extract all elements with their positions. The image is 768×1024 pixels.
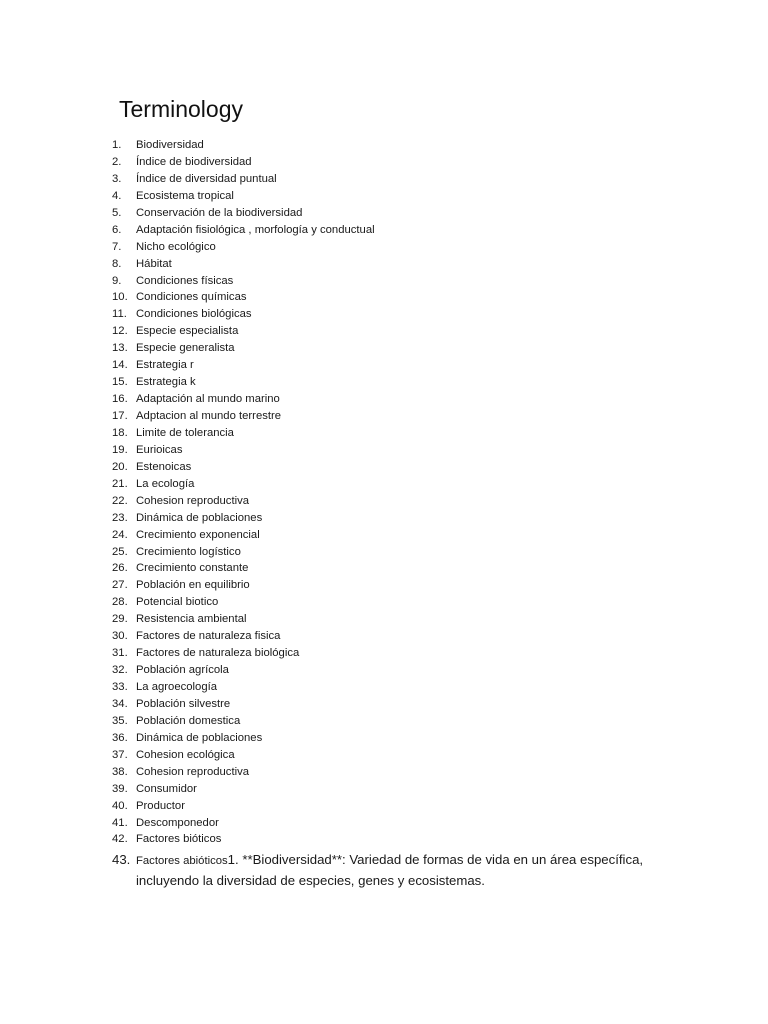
list-item-text: Ecosistema tropical: [136, 189, 234, 202]
list-item: [0, 188, 768, 205]
list-item: [0, 408, 768, 425]
list-item-number: 15.: [112, 376, 128, 389]
list-item-text: Resistencia ambiental: [136, 613, 247, 626]
list-item-number: 23.: [112, 511, 128, 524]
list-item: [0, 662, 768, 679]
list-item-number: 35.: [112, 714, 128, 727]
biodiversidad-definition-line-2: incluyendo la diversidad de especies, genes y ecosistemas.: [136, 873, 485, 888]
list-item-text: Condiciones químicas: [136, 291, 247, 304]
factores-abioticos-term: Factores abióticos: [136, 855, 228, 867]
list-item-text: Biodiversidad: [136, 139, 204, 151]
list-item-text: [136, 850, 696, 890]
list-item-number: 22.: [112, 494, 128, 507]
list-item-number: 18.: [112, 426, 128, 439]
list-item-number: 9.: [112, 274, 122, 287]
list-item: [0, 747, 768, 764]
list-item: [0, 171, 768, 188]
list-item-number: 21.: [112, 477, 128, 490]
list-item-text: Cohesion ecológica: [136, 748, 235, 761]
list-item-number: 33.: [112, 681, 128, 693]
list-item: [0, 340, 768, 357]
list-item-number: 37.: [112, 748, 128, 761]
list-item: [0, 306, 768, 323]
list-item-number: 16.: [112, 393, 128, 406]
list-item-number: 5.: [112, 206, 122, 219]
list-item-text: Cohesion reproductiva: [136, 765, 250, 778]
list-item-text: Eurioicas: [136, 443, 183, 456]
list-item-text: Estrategia k: [136, 376, 196, 389]
list-item: [0, 713, 768, 730]
list-item-number: 2.: [112, 155, 122, 168]
list-item-number: 29.: [112, 613, 128, 626]
list-item-text: Dinámica de poblaciones: [136, 731, 263, 744]
list-item-number: 6.: [112, 223, 122, 236]
list-item-text: Conservación de la biodiversidad: [136, 206, 303, 219]
list-item: [0, 256, 768, 273]
list-item-text: Factores bióticos: [136, 833, 222, 846]
list-item: [0, 442, 768, 459]
list-item-number: 32.: [112, 664, 128, 677]
list-item-text: Factores de naturaleza biológica: [136, 647, 300, 660]
list-item: [0, 577, 768, 594]
list-item-number: 14.: [112, 359, 128, 372]
list-item-number: 19.: [112, 443, 128, 456]
list-item-number: 7.: [112, 240, 122, 253]
list-item: [0, 544, 768, 561]
list-item-text: Condiciones físicas: [136, 274, 234, 287]
list-item: [0, 611, 768, 628]
list-item-number: 13.: [112, 342, 128, 355]
list-item-number: 20.: [112, 460, 128, 473]
list-item: [0, 730, 768, 747]
list-item-text: Índice de biodiversidad: [136, 155, 252, 168]
list-item: [0, 798, 768, 815]
list-item: [0, 222, 768, 239]
list-item-number: 11.: [112, 308, 127, 321]
list-item: [0, 239, 768, 256]
page-title: Terminology: [119, 96, 243, 122]
list-item-number: 12.: [112, 325, 128, 338]
list-item-text: Índice de diversidad puntual: [136, 172, 277, 185]
list-item-number: 4.: [112, 189, 122, 202]
list-item-text: Estenoicas: [136, 460, 192, 473]
list-item: [0, 476, 768, 493]
list-item: [0, 815, 768, 832]
list-item-number: 43.: [112, 852, 131, 867]
list-item-number: 10.: [112, 291, 128, 304]
list-item-number: 31.: [112, 647, 128, 660]
list-item-number: 17.: [112, 410, 128, 422]
list-item-number: 3.: [112, 172, 122, 185]
list-item: [0, 289, 768, 306]
list-item-text: Población agrícola: [136, 664, 229, 677]
list-item: [0, 459, 768, 476]
list-item-text: Población en equilibrio: [136, 579, 250, 592]
list-item-text: Adaptación fisiológica , morfología y conductual: [136, 223, 375, 236]
list-item-number: 25.: [112, 545, 128, 558]
list-item-text: Especie especialista: [136, 325, 239, 338]
list-item-number: 28.: [112, 596, 128, 609]
list-item: [0, 594, 768, 611]
list-item: [0, 831, 768, 848]
list-item-text: La ecología: [136, 477, 195, 490]
list-item-number: 26.: [112, 562, 128, 575]
list-item: [0, 493, 768, 510]
list-item: [0, 527, 768, 544]
list-item: [0, 679, 768, 696]
list-item: [0, 205, 768, 222]
list-item: [0, 154, 768, 171]
list-item-text: Crecimiento constante: [136, 562, 249, 575]
list-item-number: 38.: [112, 765, 128, 778]
list-item-text: La agroecología: [136, 681, 218, 693]
list-item-text: Consumidor: [136, 782, 197, 795]
list-item: [0, 391, 768, 408]
list-item-number: 24.: [112, 528, 128, 541]
list-item: [0, 137, 768, 154]
list-item-text: Hábitat: [136, 257, 172, 270]
list-item: [0, 374, 768, 391]
list-item-text: Factores de naturaleza fisica: [136, 630, 281, 643]
list-item: [0, 323, 768, 340]
list-item-text: Crecimiento logístico: [136, 545, 241, 558]
list-item-number: 36.: [112, 731, 128, 744]
list-item-number: 8.: [112, 257, 122, 270]
list-item: [0, 273, 768, 290]
list-item-text: Población domestica: [136, 714, 241, 727]
list-item: [0, 781, 768, 798]
list-item-text: Potencial biotico: [136, 596, 219, 609]
list-item-text: Dinámica de poblaciones: [136, 511, 263, 524]
list-item: [0, 696, 768, 713]
list-item-text: Limite de tolerancia: [136, 426, 234, 439]
list-item-number: 27.: [112, 579, 128, 592]
list-item: [0, 560, 768, 577]
list-item-text: Estrategia r: [136, 359, 194, 372]
list-item-text: Cohesion reproductiva: [136, 494, 250, 507]
list-item: [0, 645, 768, 662]
list-item-number: 42.: [112, 833, 128, 846]
list-item: [0, 628, 768, 645]
list-item-text: Adptacion al mundo terrestre: [136, 410, 282, 422]
list-item-text: Condiciones biológicas: [136, 308, 252, 321]
list-item: [0, 357, 768, 374]
list-item-text: Especie generalista: [136, 342, 235, 355]
list-item: [0, 510, 768, 527]
biodiversidad-definition-line-1: 1. **Biodiversidad**: Variedad de formas de vida en un área específica,: [227, 852, 644, 867]
list-item-text: Descomponedor: [136, 816, 219, 829]
list-item-text: Adaptación al mundo marino: [136, 393, 280, 406]
list-item: [0, 764, 768, 781]
list-item-number: 41.: [112, 816, 128, 829]
list-item-number: 34.: [112, 697, 128, 710]
list-item-text: Productor: [136, 799, 185, 812]
list-item-number: 40.: [112, 799, 128, 812]
list-item-text: Crecimiento exponencial: [136, 528, 260, 541]
list-item-number: 30.: [112, 630, 128, 643]
list-item-text: Población silvestre: [136, 697, 231, 710]
list-item-text: Nicho ecológico: [136, 240, 216, 253]
list-item-number: 39.: [112, 782, 128, 795]
list-item: [0, 425, 768, 442]
terminology-list: [0, 137, 768, 848]
list-item-number: 1.: [112, 139, 122, 151]
